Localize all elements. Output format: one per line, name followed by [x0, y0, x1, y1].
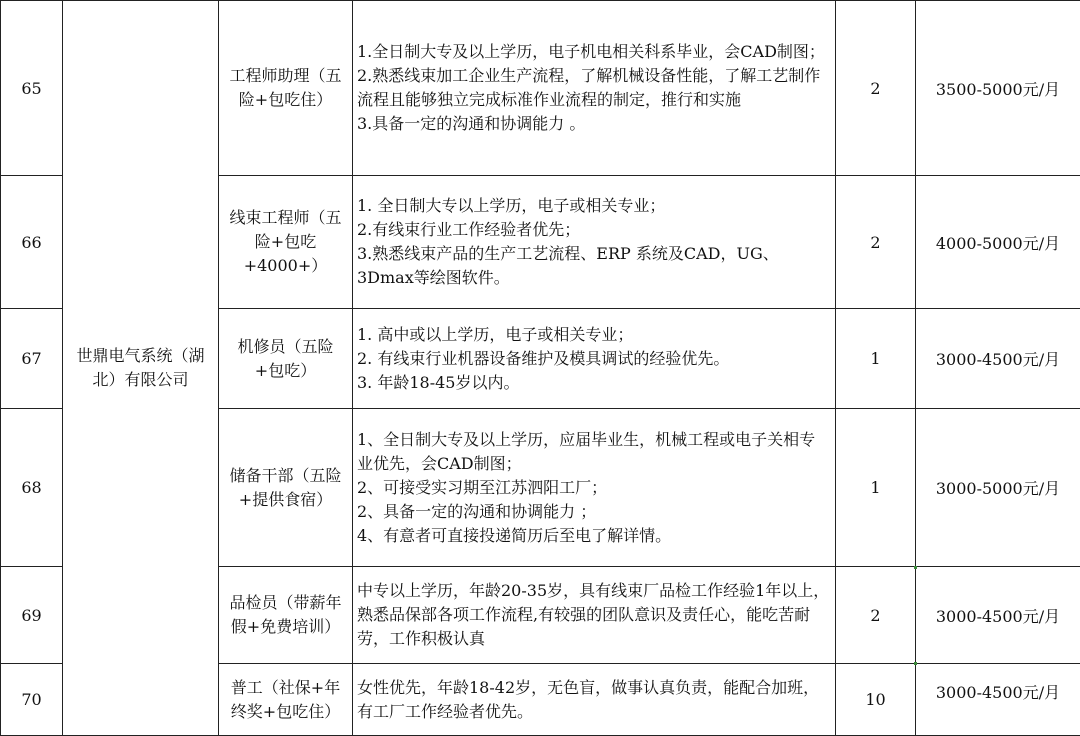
headcount: 2	[836, 1, 916, 176]
salary: 3000-4500元/月	[916, 664, 1080, 736]
company-name-text: 世鼎电气系统（湖北）有限公司	[67, 344, 214, 392]
requirement-line: 1. 全日制大专以上学历，电子或相关专业；	[357, 194, 831, 218]
requirement-line: 1.全日制大专及以上学历，电子机电相关科系毕业，会CAD制图；	[357, 40, 831, 64]
requirement-line: 1、全日制大专及以上学历，应届毕业生，机械工程或电子关相专业优先，会CAD制图；	[357, 428, 831, 476]
headcount: 2	[836, 567, 916, 664]
requirement-line: 女性优先，年龄18-42岁，无色盲，做事认真负责，能配合加班，有工厂工作经验者优先。	[357, 676, 831, 724]
cell-marker	[914, 662, 917, 665]
salary: 3000-4500元/月	[916, 309, 1080, 409]
job-title: 线束工程师（五险+包吃+4000+）	[219, 176, 353, 309]
requirement-line: 2、可接受实习期至江苏泗阳工厂；	[357, 476, 831, 500]
company-name	[63, 1, 219, 736]
requirement-line: 2. 有线束行业机器设备维护及模具调试的经验优先。	[357, 347, 831, 371]
salary: 3000-4500元/月	[916, 567, 1080, 664]
row-number: 66	[1, 176, 63, 309]
job-title: 储备干部（五险+提供食宿）	[219, 409, 353, 567]
requirement-line: 3.熟悉线束产品的生产工艺流程、ERP 系统及CAD，UG、3Dmax等绘图软件。	[357, 242, 831, 290]
job-requirements	[353, 567, 836, 664]
job-requirements	[353, 1, 836, 176]
headcount: 1	[836, 409, 916, 567]
job-title: 工程师助理（五险+包吃住）	[219, 1, 353, 176]
requirement-line: 1. 高中或以上学历，电子或相关专业；	[357, 323, 831, 347]
requirement-line: 3.具备一定的沟通和协调能力 。	[357, 112, 831, 136]
salary: 3500-5000元/月	[916, 1, 1080, 176]
requirement-line: 3. 年龄18-45岁以内。	[357, 371, 831, 395]
requirement-line: 2.熟悉线束加工企业生产流程，了解机械设备性能，了解工艺制作流程且能够独立完成标准作业流程的制定，推行和实施	[357, 64, 831, 112]
requirement-line: 4、有意者可直接投递简历后至电了解详情。	[357, 524, 831, 548]
salary: 4000-5000元/月	[916, 176, 1080, 309]
table-row	[1, 1, 1080, 176]
job-requirements	[353, 409, 836, 567]
row-number: 68	[1, 409, 63, 567]
job-requirements	[353, 309, 836, 409]
row-number: 70	[1, 664, 63, 736]
job-requirements	[353, 176, 836, 309]
row-number: 67	[1, 309, 63, 409]
requirement-line: 2、具备一定的沟通和协调能力 ；	[357, 500, 831, 524]
headcount: 1	[836, 309, 916, 409]
requirement-line: 中专以上学历，年龄20-35岁，具有线束厂品检工作经验1年以上，熟悉品保部各项工作流程,有较强的团队意识及责任心，能吃苦耐劳，工作积极认真	[357, 579, 831, 651]
headcount: 2	[836, 176, 916, 309]
headcount: 10	[836, 664, 916, 736]
salary: 3000-5000元/月	[916, 409, 1080, 567]
job-title: 机修员（五险+包吃）	[219, 309, 353, 409]
row-number: 69	[1, 567, 63, 664]
requirement-line: 2.有线束行业工作经验者优先；	[357, 218, 831, 242]
row-number: 65	[1, 1, 63, 176]
job-title: 品检员（带薪年假+免费培训）	[219, 567, 353, 664]
job-requirements	[353, 664, 836, 736]
job-title: 普工（社保+年终奖+包吃住）	[219, 664, 353, 736]
cell-marker	[914, 566, 917, 569]
